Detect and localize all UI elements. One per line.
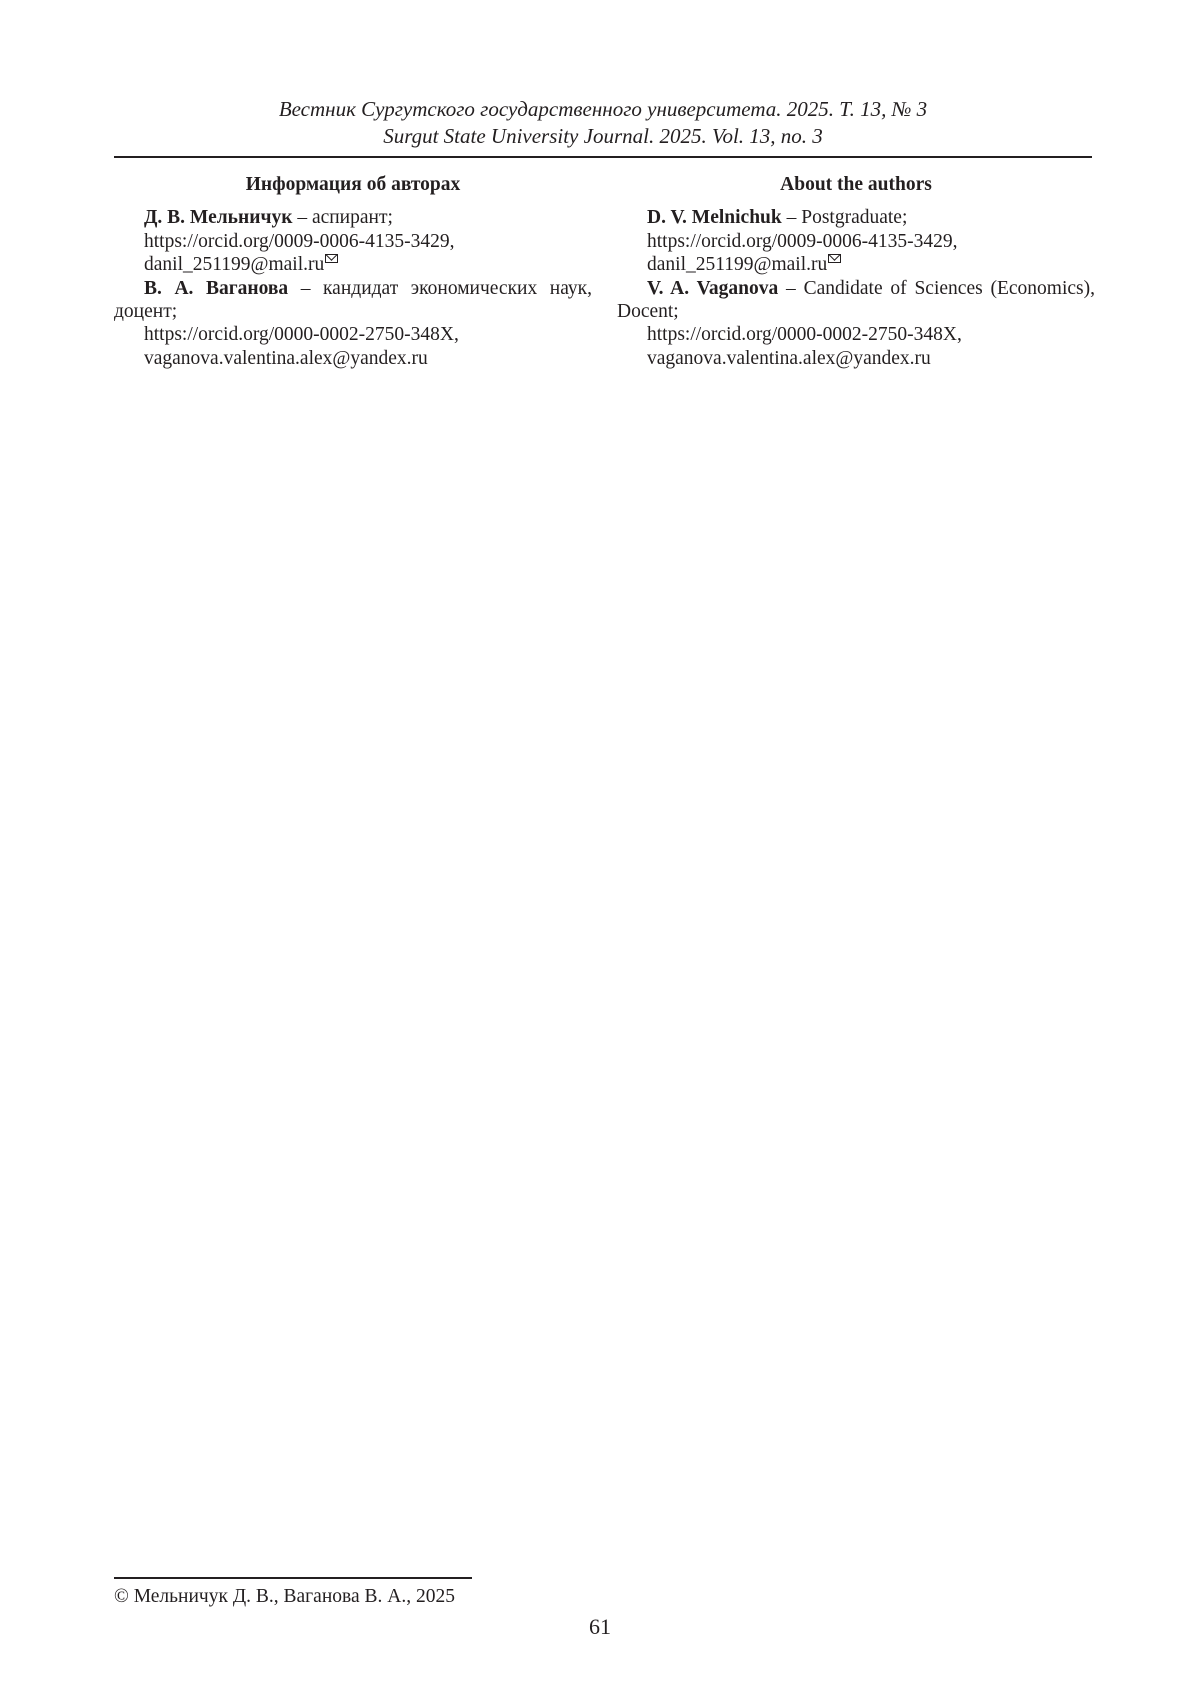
author-name: Д. В. Мельничук — [144, 207, 293, 229]
envelope-icon — [828, 254, 841, 263]
author-email-link[interactable]: vaganova.valentina.alex@yandex.ru — [647, 347, 931, 369]
author-role: – Candidate of Sciences (Economics), Docent; — [617, 277, 1095, 323]
footnote-divider — [114, 1577, 472, 1579]
author-email-link[interactable]: danil_251199@mail.ru — [647, 254, 828, 276]
page-number: 61 — [589, 1614, 611, 1639]
journal-title-ru: Вестник Сургутского государственного университета. 2025. Т. 13, № 3 — [278, 97, 928, 121]
envelope-icon — [325, 254, 338, 263]
author-entry-2-en — [617, 277, 1095, 324]
author-name: V. A. Vaganova — [647, 277, 779, 299]
author-email-link[interactable]: vaganova.valentina.alex@yandex.ru — [144, 347, 428, 369]
author-orcid-link[interactable]: https://orcid.org/0000-0002-2750-348X, — [647, 324, 962, 346]
copyright-notice: © Мельничук Д. В., Ваганова В. А., 2025 — [114, 1586, 455, 1607]
author-orcid-link[interactable]: https://orcid.org/0009-0006-4135-3429, — [647, 230, 958, 252]
author-email-row — [114, 253, 592, 276]
authors-info-ru — [114, 173, 592, 370]
author-email-row — [617, 253, 1095, 276]
author-entry-1-en — [617, 206, 1095, 229]
journal-title-en: Surgut State University Journal. 2025. Vol. 13, no. 3 — [383, 124, 823, 148]
author-name: В. А. Ваганова — [144, 277, 289, 299]
author-orcid-link[interactable]: https://orcid.org/0000-0002-2750-348X, — [144, 324, 459, 346]
author-role: – кандидат экономических наук, доцент; — [114, 277, 593, 323]
authors-info-en — [617, 173, 1095, 370]
section-title-en: About the authors — [780, 174, 932, 195]
author-entry-1-ru — [114, 206, 592, 229]
author-role: – аспирант; — [292, 207, 393, 229]
author-role: – Postgraduate; — [781, 207, 908, 229]
journal-header — [114, 96, 1092, 150]
header-divider — [114, 156, 1092, 158]
author-email-link[interactable]: danil_251199@mail.ru — [144, 254, 325, 276]
section-title-ru: Информация об авторах — [245, 174, 461, 195]
author-entry-2-ru — [114, 277, 592, 324]
author-name: D. V. Melnichuk — [647, 207, 782, 229]
author-orcid-link[interactable]: https://orcid.org/0009-0006-4135-3429, — [144, 230, 455, 252]
